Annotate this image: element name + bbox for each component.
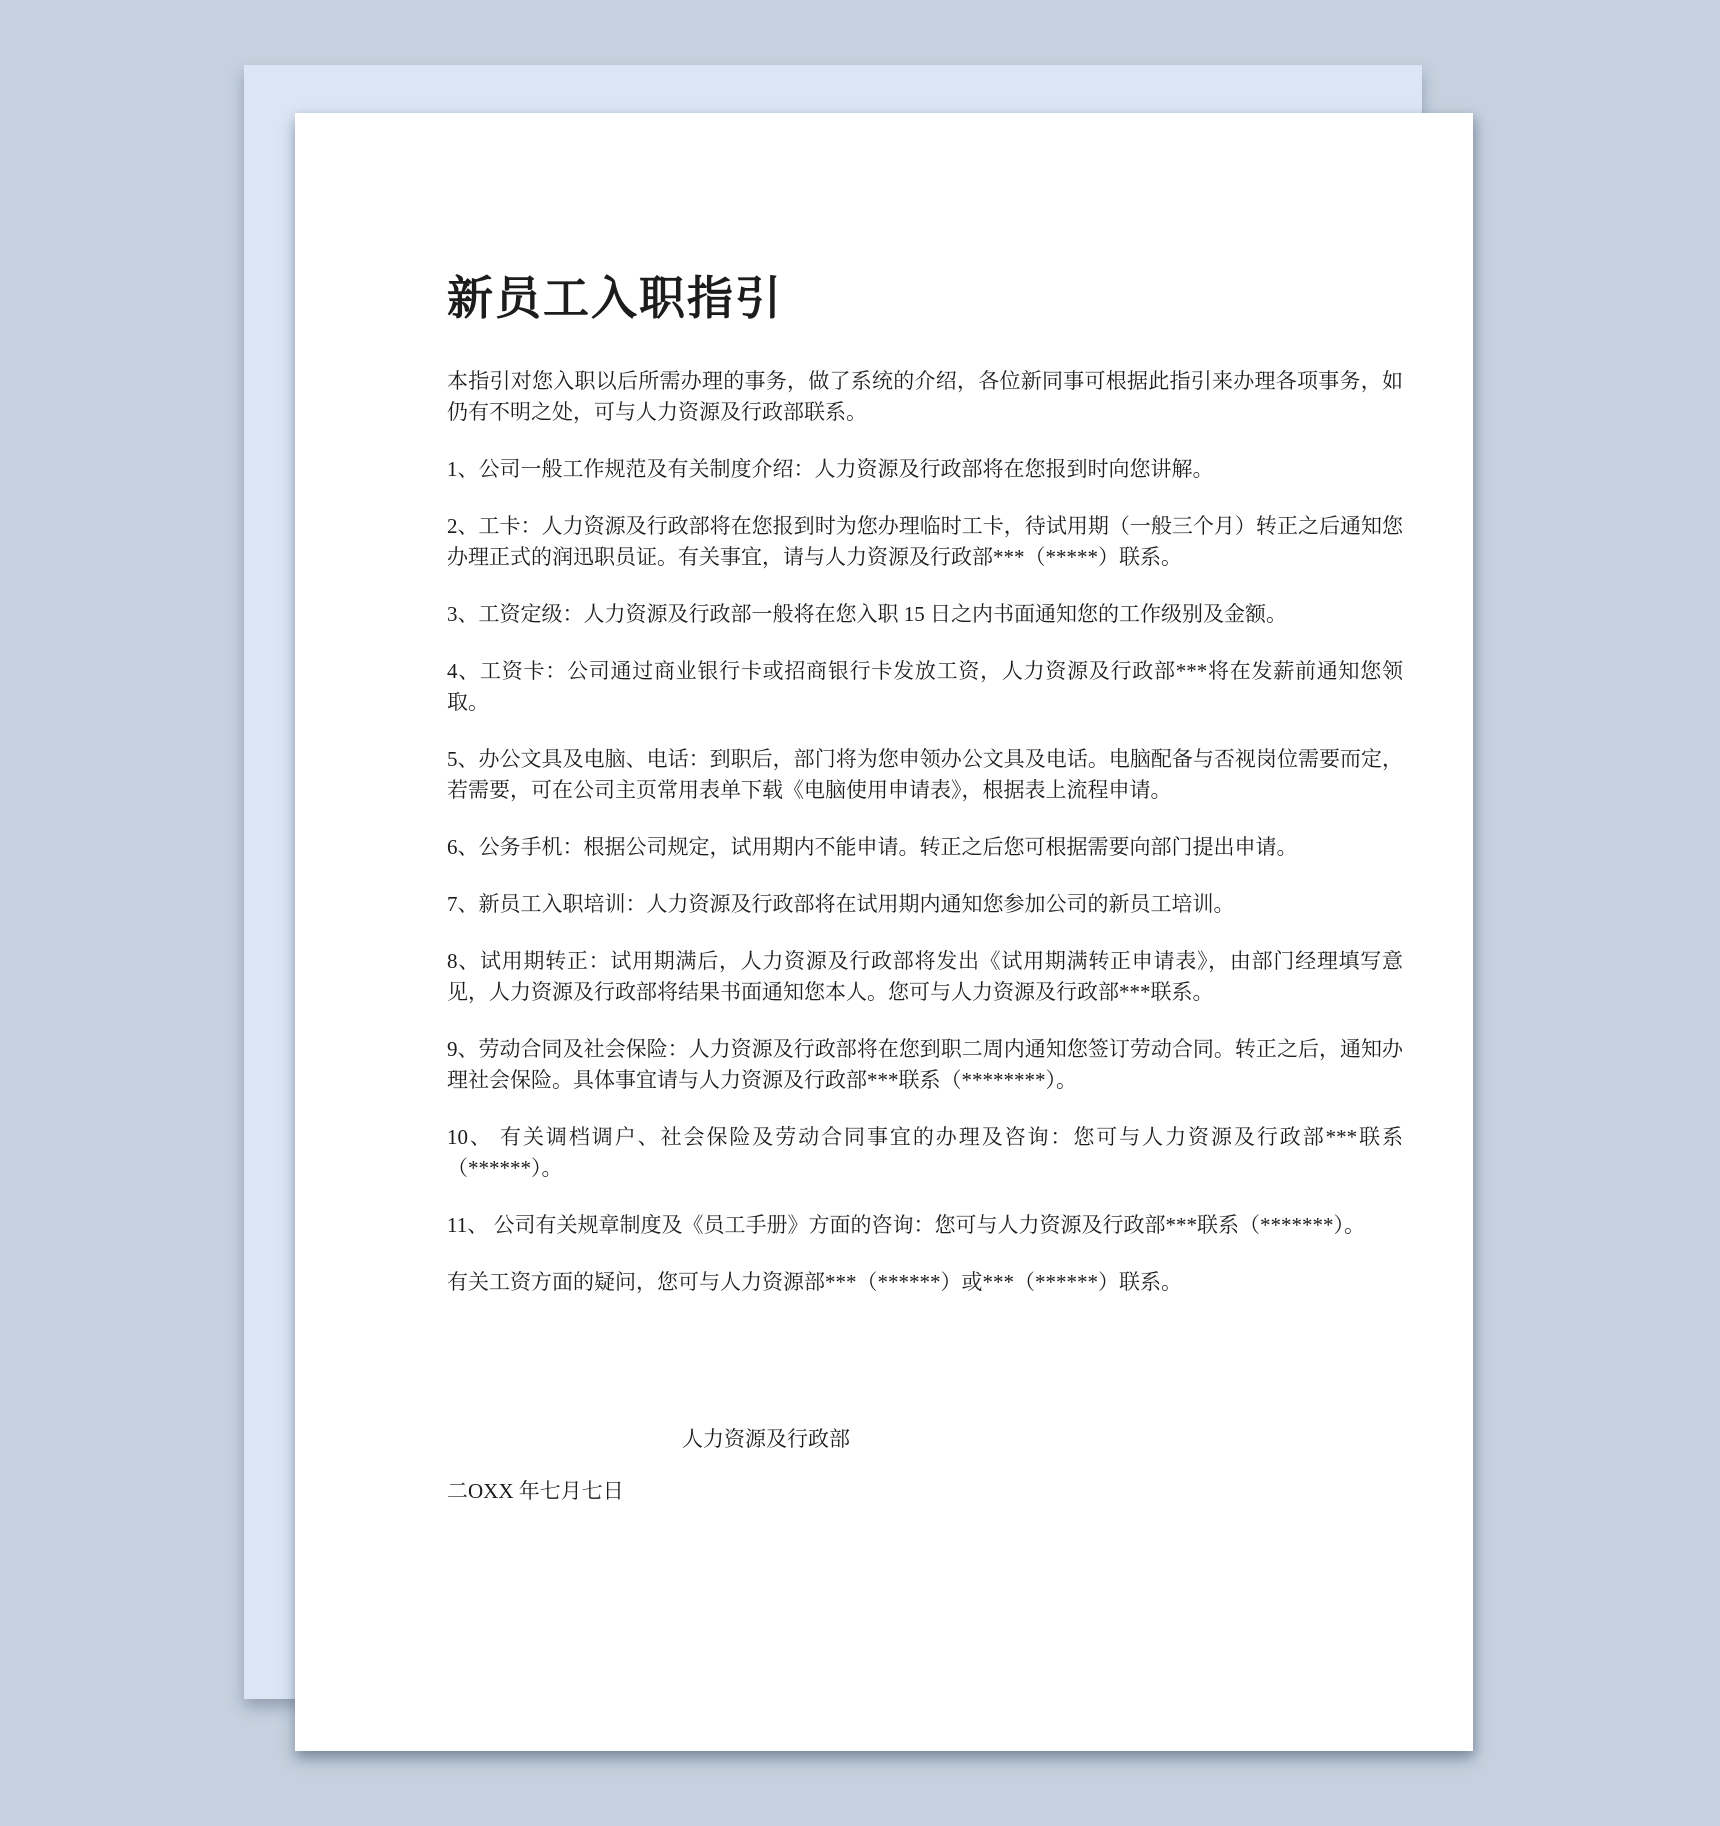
list-item-11: 11、 公司有关规章制度及《员工手册》方面的咨询：您可与人力资源及行政部***联系（*******）。 [447, 1212, 1365, 1237]
date-line: 二OXX 年七月七日 [447, 1478, 624, 1503]
list-item-8: 8、试用期转正：试用期满后，人力资源及行政部将发出《试用期满转正申请表》，由部门经理填写意见，人力资源及行政部将结果书面通知您本人。您可与人力资源及行政部***联系。 [447, 948, 1403, 1004]
list-item-2: 2、工卡：人力资源及行政部将在您报到时为您办理临时工卡，待试用期（一般三个月）转正之后通知您办理正式的润迅职员证。有关事宜，请与人力资源及行政部***（*****）联系。 [447, 513, 1403, 569]
document-title [447, 273, 1403, 326]
document-title-text: 新员工入职指引 [447, 273, 783, 324]
signature-line: 人力资源及行政部 [682, 1426, 850, 1451]
list-item-6: 6、公务手机：根据公司规定，试用期内不能申请。转正之后您可根据需要向部门提出申请。 [447, 834, 1298, 859]
list-item-1: 1、公司一般工作规范及有关制度介绍：人力资源及行政部将在您报到时向您讲解。 [447, 456, 1214, 481]
list-item-10: 10、 有关调档调户、社会保险及劳动合同事宜的办理及咨询：您可与人力资源及行政部***联系（******）。 [447, 1124, 1403, 1180]
intro-paragraph: 本指引对您入职以后所需办理的事务，做了系统的介绍，各位新同事可根据此指引来办理各项事务，如仍有不明之处，可与人力资源及行政部联系。 [447, 368, 1403, 424]
list-item-7: 7、新员工入职培训：人力资源及行政部将在试用期内通知您参加公司的新员工培训。 [447, 891, 1235, 916]
closing-note: 有关工资方面的疑问，您可与人力资源部***（******）或***（******）联系。 [447, 1269, 1182, 1294]
list-item-4: 4、工资卡：公司通过商业银行卡或招商银行卡发放工资，人力资源及行政部***将在发薪前通知您领取。 [447, 658, 1403, 714]
document-page [295, 113, 1473, 1751]
list-item-3: 3、工资定级：人力资源及行政部一般将在您入职 15 日之内书面通知您的工作级别及金额。 [447, 601, 1287, 626]
list-item-5: 5、办公文具及电脑、电话：到职后，部门将为您申领办公文具及电话。电脑配备与否视岗位需要而定，若需要，可在公司主页常用表单下载《电脑使用申请表》，根据表上流程申请。 [447, 746, 1403, 802]
list-item-9: 9、劳动合同及社会保险：人力资源及行政部将在您到职二周内通知您签订劳动合同。转正之后，通知办理社会保险。具体事宜请与人力资源及行政部***联系（********）。 [447, 1036, 1403, 1092]
